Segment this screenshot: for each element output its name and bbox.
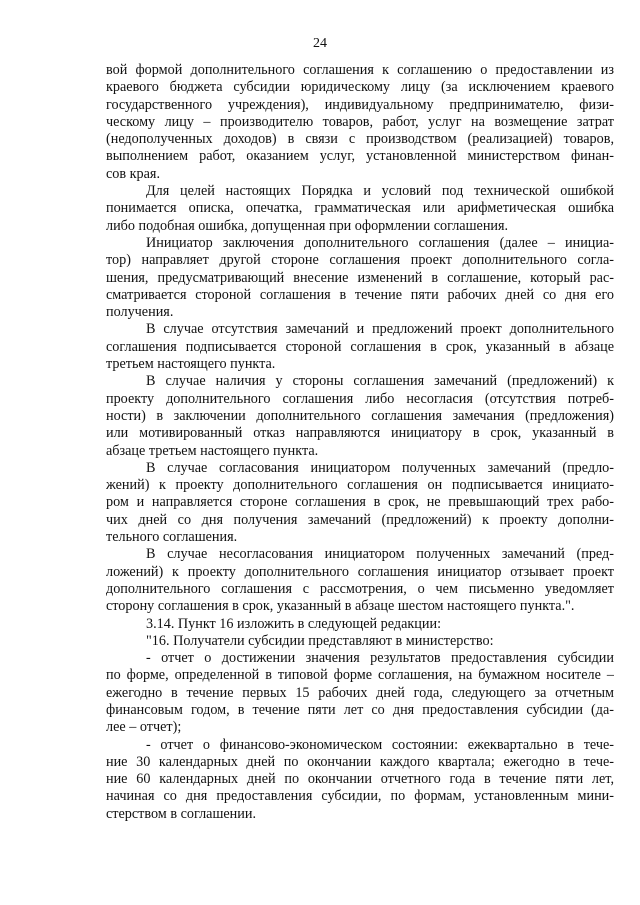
- text-line: - отчет о финансово-экономическом состоянии: ежеквартально в тече-: [146, 736, 614, 753]
- text-line: абзаце третьем настоящего пункта.: [106, 442, 319, 459]
- text-line: Для целей настоящих Порядка и условий под технической ошибкой: [146, 183, 614, 200]
- text-line: государственного учреждения), индивидуальному предпринимателю, физи-: [106, 96, 614, 113]
- text-line: выполнением работ, оказанием услуг, установленной министерством финан-: [106, 148, 614, 165]
- text-line: сматривается стороной соглашения в течение пяти рабочих дней со дня его: [106, 286, 614, 303]
- text-line: стерством в соглашении.: [106, 805, 256, 822]
- text-line: ности) в заключении дополнительного соглашения замечания (предложения): [106, 407, 614, 424]
- text-line: финансовым годом, в течение пяти лет со дня предоставления субсидии (да-: [106, 701, 614, 718]
- text-line: Инициатор заключения дополнительного соглашения (далее – инициа-: [146, 234, 614, 251]
- paragraph: [106, 616, 614, 633]
- text-line: проекту дополнительного соглашения либо несогласия (отсутствия потреб-: [106, 390, 614, 407]
- text-line: ежегодно в течение первых 15 рабочих дней года, следующего за отчетным: [106, 684, 614, 701]
- paragraph: [106, 373, 614, 459]
- text-line: соглашения подписывается стороной соглашения в срок, указанный в абзаце: [106, 338, 614, 355]
- text-line: ние 60 календарных дней по окончании отчетного года в течение пяти лет,: [106, 771, 614, 788]
- text-line: вой формой дополнительного соглашения к соглашению о предоставлении из: [106, 62, 614, 78]
- paragraph: [106, 235, 614, 321]
- text-line: ром и направляется стороне соглашения в срок, не превышающий трех рабо-: [106, 494, 614, 511]
- text-line: В случае отсутствия замечаний и предложений проект дополнительного: [146, 321, 614, 338]
- text-line: "16. Получатели субсидии представляют в министерство:: [146, 632, 494, 649]
- text-line: тельного соглашения.: [106, 529, 238, 546]
- document-body: [106, 62, 614, 823]
- text-line: ческому лицу – производителю товаров, работ, услуг на возмещение затрат: [106, 113, 614, 130]
- text-line: понимается описка, опечатка, грамматическая или арифметическая ошибка: [106, 200, 614, 217]
- text-line: 3.14. Пункт 16 изложить в следующей редакции:: [146, 615, 442, 632]
- paragraph: [106, 460, 614, 546]
- text-line: шения, предусматривающий внесение изменений в соглашение, который рас-: [106, 269, 614, 286]
- text-line: В случае согласования инициатором полученных замечаний (предло-: [146, 459, 614, 476]
- text-line: В случае несогласования инициатором полученных замечаний (пред-: [146, 546, 614, 563]
- text-line: ние 30 календарных дней по окончании каждого квартала; ежегодно в тече-: [106, 753, 614, 770]
- text-line: начиная со дня предоставления субсидии, по формам, установленным мини-: [106, 788, 614, 805]
- text-line: чих дней со дня получения замечаний (предложений) к проекту дополни-: [106, 511, 614, 528]
- paragraph: [106, 650, 614, 736]
- paragraph: [106, 633, 614, 650]
- page-number: 24: [313, 36, 327, 51]
- text-line: сов края.: [106, 165, 160, 182]
- text-line: ложений) к проекту дополнительного соглашения инициатор отзывает проект: [106, 563, 614, 580]
- text-line: по форме, определенной в типовой форме соглашения, на бумажном носителе –: [106, 667, 614, 684]
- text-line: получения.: [106, 304, 174, 321]
- text-line: тор) направляет другой стороне соглашения проект дополнительного согла-: [106, 252, 614, 269]
- paragraph: [106, 183, 614, 235]
- paragraph: [106, 321, 614, 373]
- text-line: - отчет о достижении значения результатов предоставления субсидии: [146, 650, 614, 667]
- text-line: лее – отчет);: [106, 719, 182, 736]
- text-line: жений) к проекту дополнительного соглашения он подписывается инициато-: [106, 477, 614, 494]
- text-line: третьем настоящего пункта.: [106, 356, 276, 373]
- paragraph: [106, 737, 614, 823]
- text-line: либо подобная ошибка, допущенная при оформлении соглашения.: [106, 217, 509, 234]
- paragraph: [106, 62, 614, 183]
- paragraph: [106, 546, 614, 615]
- text-line: дополнительного соглашения с рассмотрения, о чем письменно уведомляет: [106, 580, 614, 597]
- text-line: В случае наличия у стороны соглашения замечаний (предложений) к: [146, 373, 614, 390]
- text-line: краевого бюджета субсидии юридическому лицу (за исключением краевого: [106, 79, 614, 96]
- text-line: (недополученных доходов) в связи с производством (реализацией) товаров,: [106, 131, 614, 148]
- text-line: сторону соглашения в срок, указанный в абзаце шестом настоящего пункта.".: [106, 598, 575, 615]
- text-line: или мотивированный отказ направляются инициатору в срок, указанный в: [106, 425, 614, 442]
